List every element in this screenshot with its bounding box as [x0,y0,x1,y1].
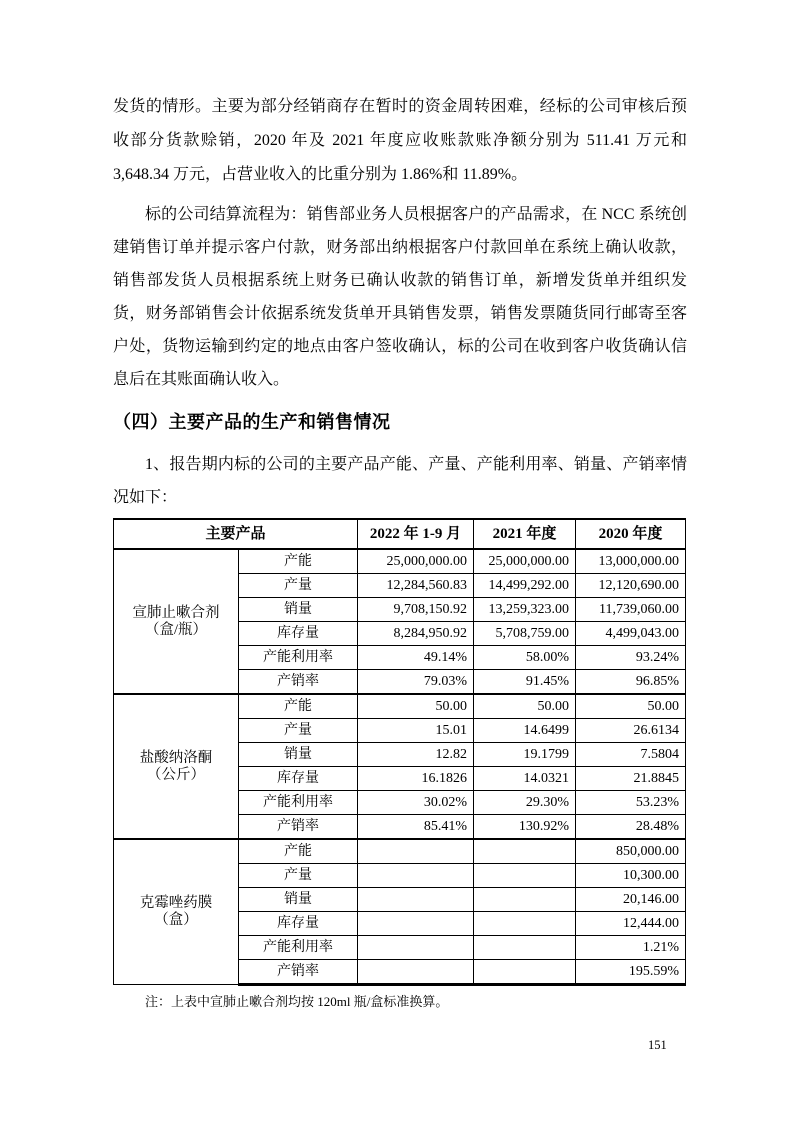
value-2021: 5,708,759.00 [474,622,576,646]
paragraph-receivables: 发货的情形。主要为部分经销商存在暂时的资金周转困难，经标的公司审核后预收部分货款赊销，2020 年及 2021 年度应收账款账净额分别为 511.41 万元和 3,648.34 万元，占营业收入的比重分别为 1.86%和 11.89%。 [113,98,687,183]
value-2021 [474,936,576,960]
metric-label: 产能利用率 [239,936,358,960]
page-number: 151 [648,1038,667,1052]
header-period-2022: 2022 年 1-9 月 [358,519,474,549]
product-name: 宣肺止嗽合剂 [132,604,220,621]
value-2020: 11,739,060.00 [576,598,686,622]
value-2022 [358,936,474,960]
value-2020: 1.21% [576,936,686,960]
value-2020: 26.6134 [576,719,686,743]
metric-label: 销量 [239,743,358,767]
value-2022: 50.00 [358,694,474,719]
value-2021 [474,888,576,912]
value-2020: 7.5804 [576,743,686,767]
header-period-2021: 2021 年度 [474,519,576,549]
value-2021: 25,000,000.00 [474,549,576,574]
products-table [113,518,686,986]
value-2020: 12,444.00 [576,912,686,936]
value-2022: 9,708,150.92 [358,598,474,622]
value-2021: 14.6499 [474,719,576,743]
metric-label: 销量 [239,888,358,912]
header-period-2020: 2020 年度 [576,519,686,549]
metric-label: 产量 [239,719,358,743]
value-2021: 14.0321 [474,767,576,791]
value-2021: 29.30% [474,791,576,815]
metric-label: 库存量 [239,767,358,791]
metric-label: 库存量 [239,622,358,646]
value-2021: 58.00% [474,646,576,670]
value-2020: 53.23% [576,791,686,815]
metric-label: 产能 [239,694,358,719]
value-2021 [474,839,576,864]
metric-label: 产量 [239,574,358,598]
metric-label: 产能利用率 [239,646,358,670]
value-2022 [358,912,474,936]
value-2022: 15.01 [358,719,474,743]
product-name-cell [114,549,239,694]
value-2020: 10,300.00 [576,864,686,888]
value-2020: 4,499,043.00 [576,622,686,646]
value-2020: 12,120,690.00 [576,574,686,598]
value-2020: 195.59% [576,960,686,985]
paragraph-settlement-process: 标的公司结算流程为：销售部业务人员根据客户的产品需求，在 NCC 系统创建销售订单并提示客户付款，财务部出纳根据客户付款回单在系统上确认收款，销售部发货人员根据系统上财务已确认收款的销售订单，新增发货单并组织发货，财务部销售会计依据系统发货单开具销售发票，销售发票随货同行邮寄至客户处，货物运输到约定的地点由客户签收确认，标的公司在收到客户收货确认信息后在其账面确认收入。 [113,206,687,388]
value-2021: 50.00 [474,694,576,719]
metric-label: 产能利用率 [239,791,358,815]
table-intro: 1、报告期内标的公司的主要产品产能、产量、产能利用率、销量、产销率情况如下： [113,456,687,506]
metric-label: 产销率 [239,670,358,695]
value-2022: 12.82 [358,743,474,767]
product-unit: （盒/瓶） [144,621,208,638]
product-unit: （公斤） [147,766,205,783]
value-2022: 12,284,560.83 [358,574,474,598]
table-header-row [114,519,686,549]
table-note: 注：上表中宣肺止嗽合剂均按 120ml 瓶/盒标准换算。 [145,994,449,1009]
value-2022: 85.41% [358,815,474,840]
metric-label: 产能 [239,549,358,574]
value-2020: 850,000.00 [576,839,686,864]
value-2020: 20,146.00 [576,888,686,912]
table-row [114,694,686,719]
value-2021: 130.92% [474,815,576,840]
product-unit: （盒） [154,912,198,928]
value-2021: 14,499,292.00 [474,574,576,598]
product-name-cell [114,694,239,839]
value-2022: 49.14% [358,646,474,670]
table-row [114,839,686,864]
section-heading: （四）主要产品的生产和销售情况 [113,412,391,432]
metric-label: 销量 [239,598,358,622]
metric-label: 产量 [239,864,358,888]
value-2021: 19.1799 [474,743,576,767]
product-name-cell [114,839,239,985]
table-row [114,549,686,574]
product-name: 克霉唑药膜 [139,895,213,911]
value-2020: 96.85% [576,670,686,695]
value-2020: 21.8845 [576,767,686,791]
value-2020: 13,000,000.00 [576,549,686,574]
value-2020: 93.24% [576,646,686,670]
value-2021: 13,259,323.00 [474,598,576,622]
product-name: 盐酸纳洛酮 [139,749,213,766]
header-product: 主要产品 [114,519,358,549]
value-2022 [358,864,474,888]
value-2021 [474,960,576,985]
metric-label: 库存量 [239,912,358,936]
value-2022 [358,960,474,985]
value-2022 [358,839,474,864]
metric-label: 产能 [239,839,358,864]
value-2022 [358,888,474,912]
value-2020: 50.00 [576,694,686,719]
value-2022: 8,284,950.92 [358,622,474,646]
value-2022: 25,000,000.00 [358,549,474,574]
value-2021 [474,864,576,888]
value-2020: 28.48% [576,815,686,840]
metric-label: 产销率 [239,815,358,840]
value-2022: 16.1826 [358,767,474,791]
value-2022: 79.03% [358,670,474,695]
value-2022: 30.02% [358,791,474,815]
value-2021 [474,912,576,936]
value-2021: 91.45% [474,670,576,695]
metric-label: 产销率 [239,960,358,985]
